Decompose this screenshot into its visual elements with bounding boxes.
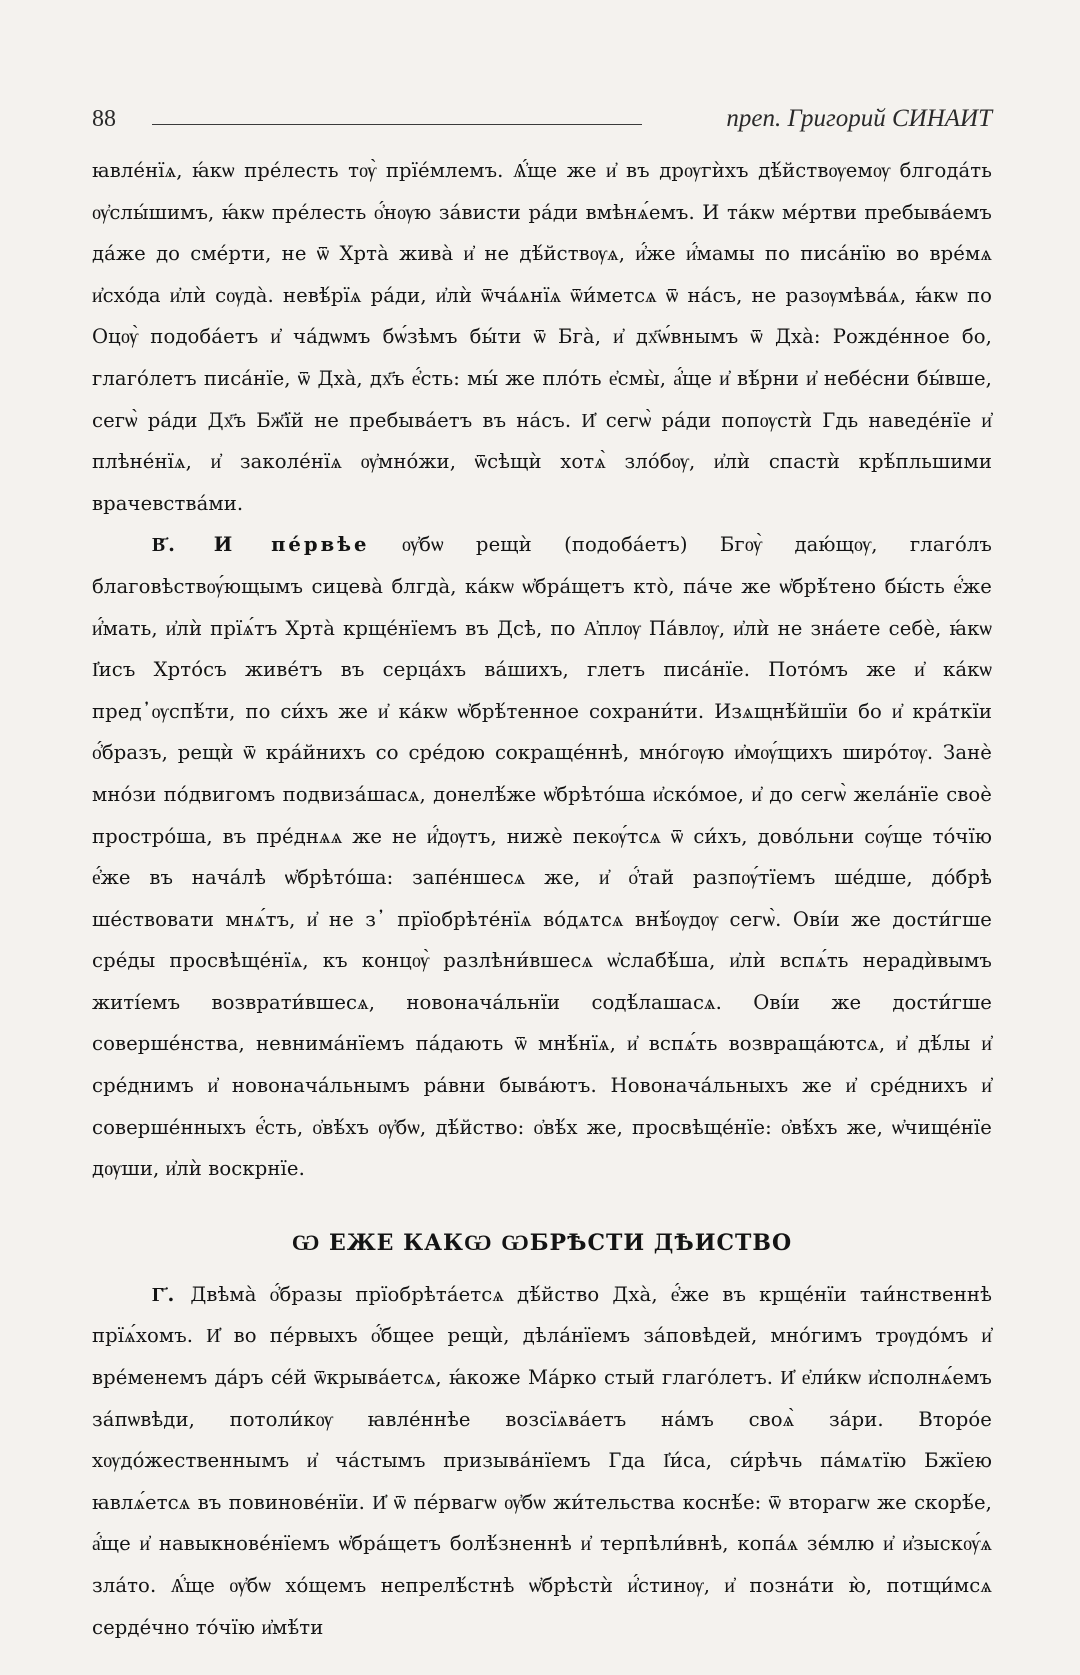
paragraph-text: Двѣма̀ о҆́бразы прїобрѣта́етсѧ дѣ́йство Дха̀, е҆́же въ крще́нїи таи́нственнѣ прїѧ́хомъ. И҆ во пе́рвыхъ о҆́бщее рещѝ, дѣла́нїемъ за́повѣдей, мно́гимъ трѹдо́мъ и҆ вре́менемъ да́ръ се́й ѿкрыва́етсѧ, ꙗ́коже Ма́рко стый глаго́летъ. И҆ е҆ли́кѡ и҆сполнѧ́емъ за́пѡвѣди, потоли́кѹ ꙗвле́ннѣе возсїѧва́етъ на́мъ своѧ̀ за́ри. Второ́е хѹдо́жественнымъ и҆ ча́стымъ призыва́нїемъ Гда І҆и́са, си́рѣчь па́мѧтїю Бжїею ꙗвлѧ́етсѧ въ повинове́нїи. И҆ ѿ пе́рвагѡ ѹ҆бѡ жи́тельства коснѣ́е: ѿ вторагѡ же скорѣ́е, а҆́ще и҆ навыкнове́нїемъ ѡ҆бра́щетъ болѣ́зненнѣ и҆ терпѣли́внѣ, копа́ѧ зе́млю и҆ и҆зыскѹ́ѧ зла́то. Ѧ҆́ще ѹ҆бѡ хо́щемъ непрелѣ́стнѣ ѡ҆брѣстѝ и҆́стинѹ, и҆ позна́ти ю̀, потщи́мсѧ серде́чно то́чїю и҆мѣ́ти <box>92 1282 992 1639</box>
paragraph-1 <box>92 150 992 524</box>
section-title: Ѡ ЕЖЕ КАКѠ ѠБРѢСТИ ДѢИСТВО <box>291 1229 793 1256</box>
paragraph-text: ѹ҆бѡ рещѝ (подоба́етъ) Бгѹ̀ даю́щѹ, глаго́лъ благовѣствѹ́ющымъ сицева̀ блгда̀, ка́кѡ ѡ҆бра́щетъ кто̀, па́че же ѡ҆брѣ́тено бы́сть е҆́же и҆́мать, и҆лѝ прїѧ́тъ Хрта̀ крще́нїемъ въ Дсѣ, по А҆плѹ Па́влѹ, и҆лѝ не зна́ете себѐ, ꙗ́кѡ І҆исъ Хрто́съ живе́тъ въ серца́хъ ва́шихъ, глетъ писа́нїе. Пото́мъ же и҆ ка́кѡ пред᾿ѹспѣ́ти, по си́хъ же и҆ ка́кѡ ѡ҆брѣ́тенное сохрани́ти. Изѧщнѣ́йшїи бо и҆ кра́ткїи о҆́бразъ, рещѝ ѿ кра́йнихъ со сре́дою сокраще́ннѣ, мно́гѹю и҆мѹ́щихъ широ́тѹ. Занѐ мно́зи по́двигомъ подвиза́шасѧ, донелѣ́же ѡ҆брѣто́ша и҆ско́мое, и҆ до сегѡ̀ жела́нїе своѐ простро́ша, въ пре́днѧѧ же не и҆́дѹтъ, нижѐ пекѹ́тсѧ ѿ си́хъ, дово́льни сѹ́ще то́чїю е҆́же въ нача́лѣ ѡ҆брѣто́ша: запе́ншесѧ же, и҆ о҆́тай разпѹ́тїемъ ше́дше, до́брѣ ше́ствовати мнѧ́тъ, и҆ не з᾿ прїобрѣте́нїѧ во́дѧтсѧ внѣ́ѹдѹ сегѡ̀. Ові́и же дости́гше сре́ды просвѣще́нїѧ, къ концѹ̀ разлѣни́вшесѧ ѡ҆слабѣ́ша, и҆лѝ вспѧ́ть нерадѝвымъ житі́емъ возврати́вшесѧ, новонача́льнїи содѣ́лашасѧ. Ові́и же дости́гше соверше́нства, невнима́нїемъ па́дають ѿ мнѣ́нїѧ, и҆ вспѧ́ть возвраща́ютсѧ, и҆ дѣ́лы и҆ сре́днимъ и҆ новонача́льнымъ ра́вни быва́ютъ. Новонача́льныхъ же и҆ сре́днихъ и҆ соверше́нныхъ е҆́сть, о҆вѣ́хъ ѹ҆бѡ, дѣ́йство: о҆вѣ́х же, просвѣще́нїе: о҆вѣ́хъ же, ѡ҆чище́нїе дѹши, и҆лѝ воскрнїе. <box>92 533 992 1181</box>
paragraph-lead: Г҃. <box>152 1282 178 1306</box>
page-body <box>92 150 992 1648</box>
paragraph-lead: В҃. И пе́рвѣе <box>152 533 370 557</box>
paragraph-text: ꙗвле́нїѧ, ꙗ́кѡ пре́лесть тѹ̀ прїе́млемъ. Ѧ҆́ще же и҆ въ дрѹгѝхъ дѣ́йствѹемѹ блгода́ть ѹ҆слы́шимъ, ꙗ́кѡ пре́лесть о҆́нѹю за́висти ра́ди вмѣнѧ́емъ. И та́кѡ ме́ртви пребыва́емъ да́же до сме́рти, не ѿ Хрта̀ жива̀ и҆ не дѣ́йствѹѧ, и҆́же и҆́мамы по писа́нїю во вре́мѧ и҆схо́да и҆лѝ сѹда̀. невѣ́рїѧ ра́ди, и҆лѝ ѿча́ѧнїѧ ѿи́метсѧ ѿ на́съ, не разѹмѣва́ѧ, ꙗ́кѡ по Оцѹ̀ подоба́етъ и҆ ча́дѡмъ бѡ́зѣмъ бы́ти ѿ Бга̀, и҆ дх҃ѡ́внымъ ѿ Дха̀: Рожде́нное бо, глаго́летъ писа́нїе, ѿ Дха̀, дх҃ъ е҆́сть: мы́ же пло́ть е҆смы̀, а҆́ще и҆ вѣ́рни и҆ небе́сни бы́вше, сегѡ̀ ра́ди Дх҃ъ Бж҃їй не пребыва́етъ въ на́съ. И҆ сегѡ̀ ра́ди попѹстѝ Гдь наведе́нїе и҆ плѣне́нїѧ, и҆ заколе́нїѧ ѹ҆мно́жи, ѿсѣщѝ хотѧ̀ зло́бѹ, и҆лѝ спастѝ крѣ́пльшими врачевства́ми. <box>92 159 992 515</box>
header-rule <box>152 124 642 125</box>
page-header <box>92 102 992 142</box>
running-head: преп. Григорий СИНАИТ <box>726 105 992 132</box>
section-paragraph <box>92 1274 992 1648</box>
paragraph-2 <box>92 524 992 1190</box>
page-number: 88 <box>92 106 116 132</box>
